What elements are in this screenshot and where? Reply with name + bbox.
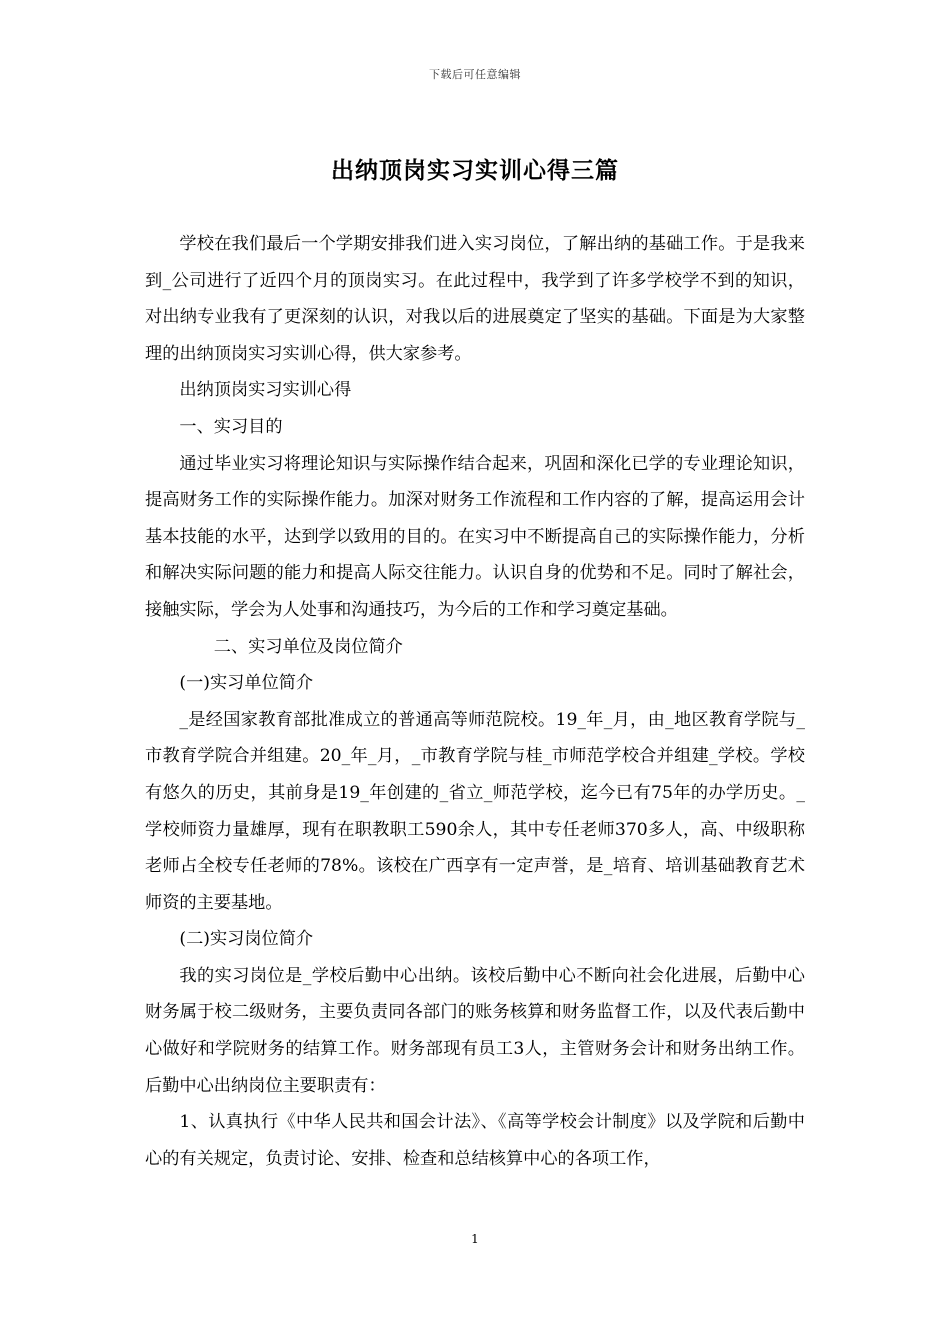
section-heading-main: 出纳顶岗实习实训心得 bbox=[179, 380, 352, 401]
header-note: 下载后可任意编辑 bbox=[429, 68, 521, 81]
duty-item-1: 1、认真执行《中华人民共和国会计法》、《高等学校会计制度》以及学院和后勤中心的有关规定，负责讨论、安排、检查和总结核算中心的各项工作， bbox=[145, 1112, 805, 1169]
unit-paragraph: _是经国家教育部批准成立的普通高等师范院校。19_年_月，由_地区教育学院与_市教育学院合并组建。20_年_月，_市教育学院与桂_市师范学校合并组建_学校。学校有悠久的历史，其前身是19_年创建的_省立_师范学校，迄今已有75年的办学历史。_学校师资力量雄厚，现有在职教职工590余人，其中专任老师370多人，高、中级职称老师占全校专任老师的78%。该校在广西享有一定声誉，是_培育、培训基础教育艺术师资的主要基地。 bbox=[145, 709, 805, 913]
page-number: 1 bbox=[471, 1232, 479, 1246]
purpose-paragraph: 通过毕业实习将理论知识与实际操作结合起来，巩固和深化已学的专业理论知识，提高财务工作的实际操作能力。加深对财务工作流程和工作内容的了解，提高运用会计基本技能的水平，达到学以致用的目的。在实习中不断提高自己的实际操作能力，分析和解决实际问题的能力和提高人际交往能力。认识自身的优势和不足。同时了解社会，接触实际，学会为人处事和沟通技巧，为今后的工作和学习奠定基础。 bbox=[145, 453, 805, 620]
section-heading-purpose: 一、实习目的 bbox=[179, 416, 283, 437]
subheading-position: (二)实习岗位简介 bbox=[179, 929, 314, 950]
position-paragraph: 我的实习岗位是_学校后勤中心出纳。该校后勤中心不断向社会化进展，后勤中心财务属于校二级财务，主要负责同各部门的账务核算和财务监督工作，以及代表后勤中心做好和学院财务的结算工作。财务部现有员工3人，主管财务会计和财务出纳工作。后勤中心出纳岗位主要职责有： bbox=[145, 965, 805, 1096]
document-title: 出纳顶岗实习实训心得三篇 bbox=[331, 157, 619, 184]
intro-paragraph: 学校在我们最后一个学期安排我们进入实习岗位，了解出纳的基础工作。于是我来到_公司进行了近四个月的顶岗实习。在此过程中，我学到了许多学校学不到的知识，对出纳专业我有了更深刻的认识，对我以后的进展奠定了坚实的基础。下面是为大家整理的出纳顶岗实习实训心得，供大家参考。 bbox=[145, 234, 805, 364]
section-heading-unit-position: 二、实习单位及岗位简介 bbox=[213, 636, 403, 657]
document-body bbox=[145, 226, 805, 1177]
subheading-unit: (一)实习单位简介 bbox=[179, 673, 314, 694]
